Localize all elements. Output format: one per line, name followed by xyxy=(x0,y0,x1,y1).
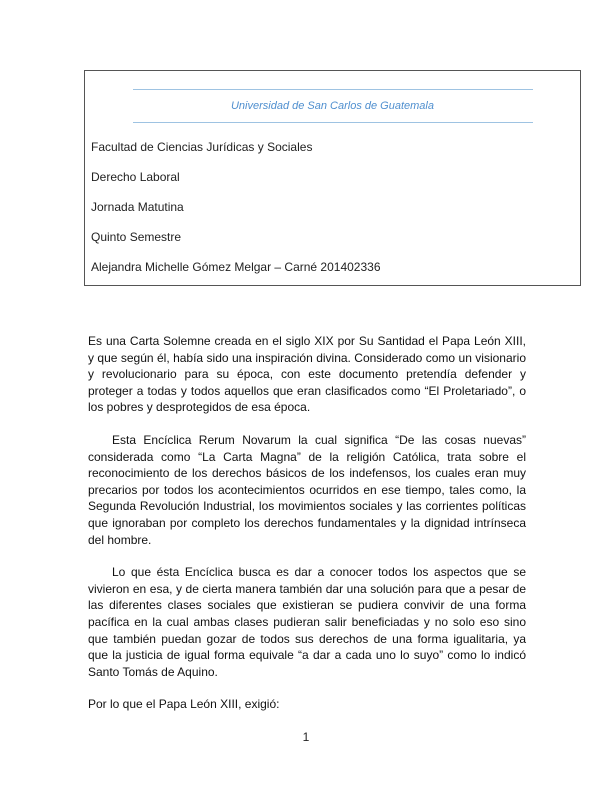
body-text xyxy=(88,333,526,729)
student-line: Alejandra Michelle Gómez Melgar – Carné 201402336 xyxy=(91,260,381,274)
paragraph-3: Lo que ésta Encíclica busca es dar a conocer todos los aspectos que se vivieron en esa, y de cierta manera también dar una solución para que a pesar de las diferentes clases sociales que existieran se pudiera convivir de una forma pacífica en la cual ambas clases pudieran salir beneficiadas y no solo eso sino que también puedan gozar de todos sus derechos de una forma igualitaria, ya que la justicia de igual forma equivale “a dar a cada uno lo suyo” como lo indicó Santo Tomás de Aquino. xyxy=(88,565,526,679)
semester-line: Quinto Semestre xyxy=(91,230,182,244)
closing-line: Por lo que el Papa León XIII, exigió: xyxy=(88,697,280,712)
paragraph-1: Es una Carta Solemne creada en el siglo XIX por Su Santidad el Papa León XIII, y que según él, había sido una inspiración divina. Considerado como un visionario y revolucionario para su época, con este documento pretendía defender y proteger a todas y todos aquellos que eran clasificados como “El Proletariado”, o los pobres y desprotegidos de esa época. xyxy=(88,334,526,415)
university-title: Universidad de San Carlos de Guatemala xyxy=(230,100,434,112)
schedule-line: Jornada Matutina xyxy=(91,200,184,214)
faculty-line: Facultad de Ciencias Jurídicas y Sociales xyxy=(91,140,313,154)
page-number: 1 xyxy=(302,730,310,744)
course-line: Derecho Laboral xyxy=(91,170,180,184)
header-top-rule xyxy=(133,89,533,90)
paragraph-2: Esta Encíclica Rerum Novarum la cual significa “De las cosas nuevas” considerada como “La Carta Magna” de la religión Católica, trata sobre el reconocimiento de los derechos básicos de los indefensos, los cuales eran muy precarios por todos los acontecimientos ocurridos en ese tiempo, tales como, la Segunda Revolución Industrial, los movimientos sociales y las corrientes políticas que ignoraban por completo los derechos fundamentales y la dignidad intrínseca del hombre. xyxy=(88,432,526,547)
header-bottom-rule xyxy=(133,122,533,123)
header-box xyxy=(84,70,581,286)
